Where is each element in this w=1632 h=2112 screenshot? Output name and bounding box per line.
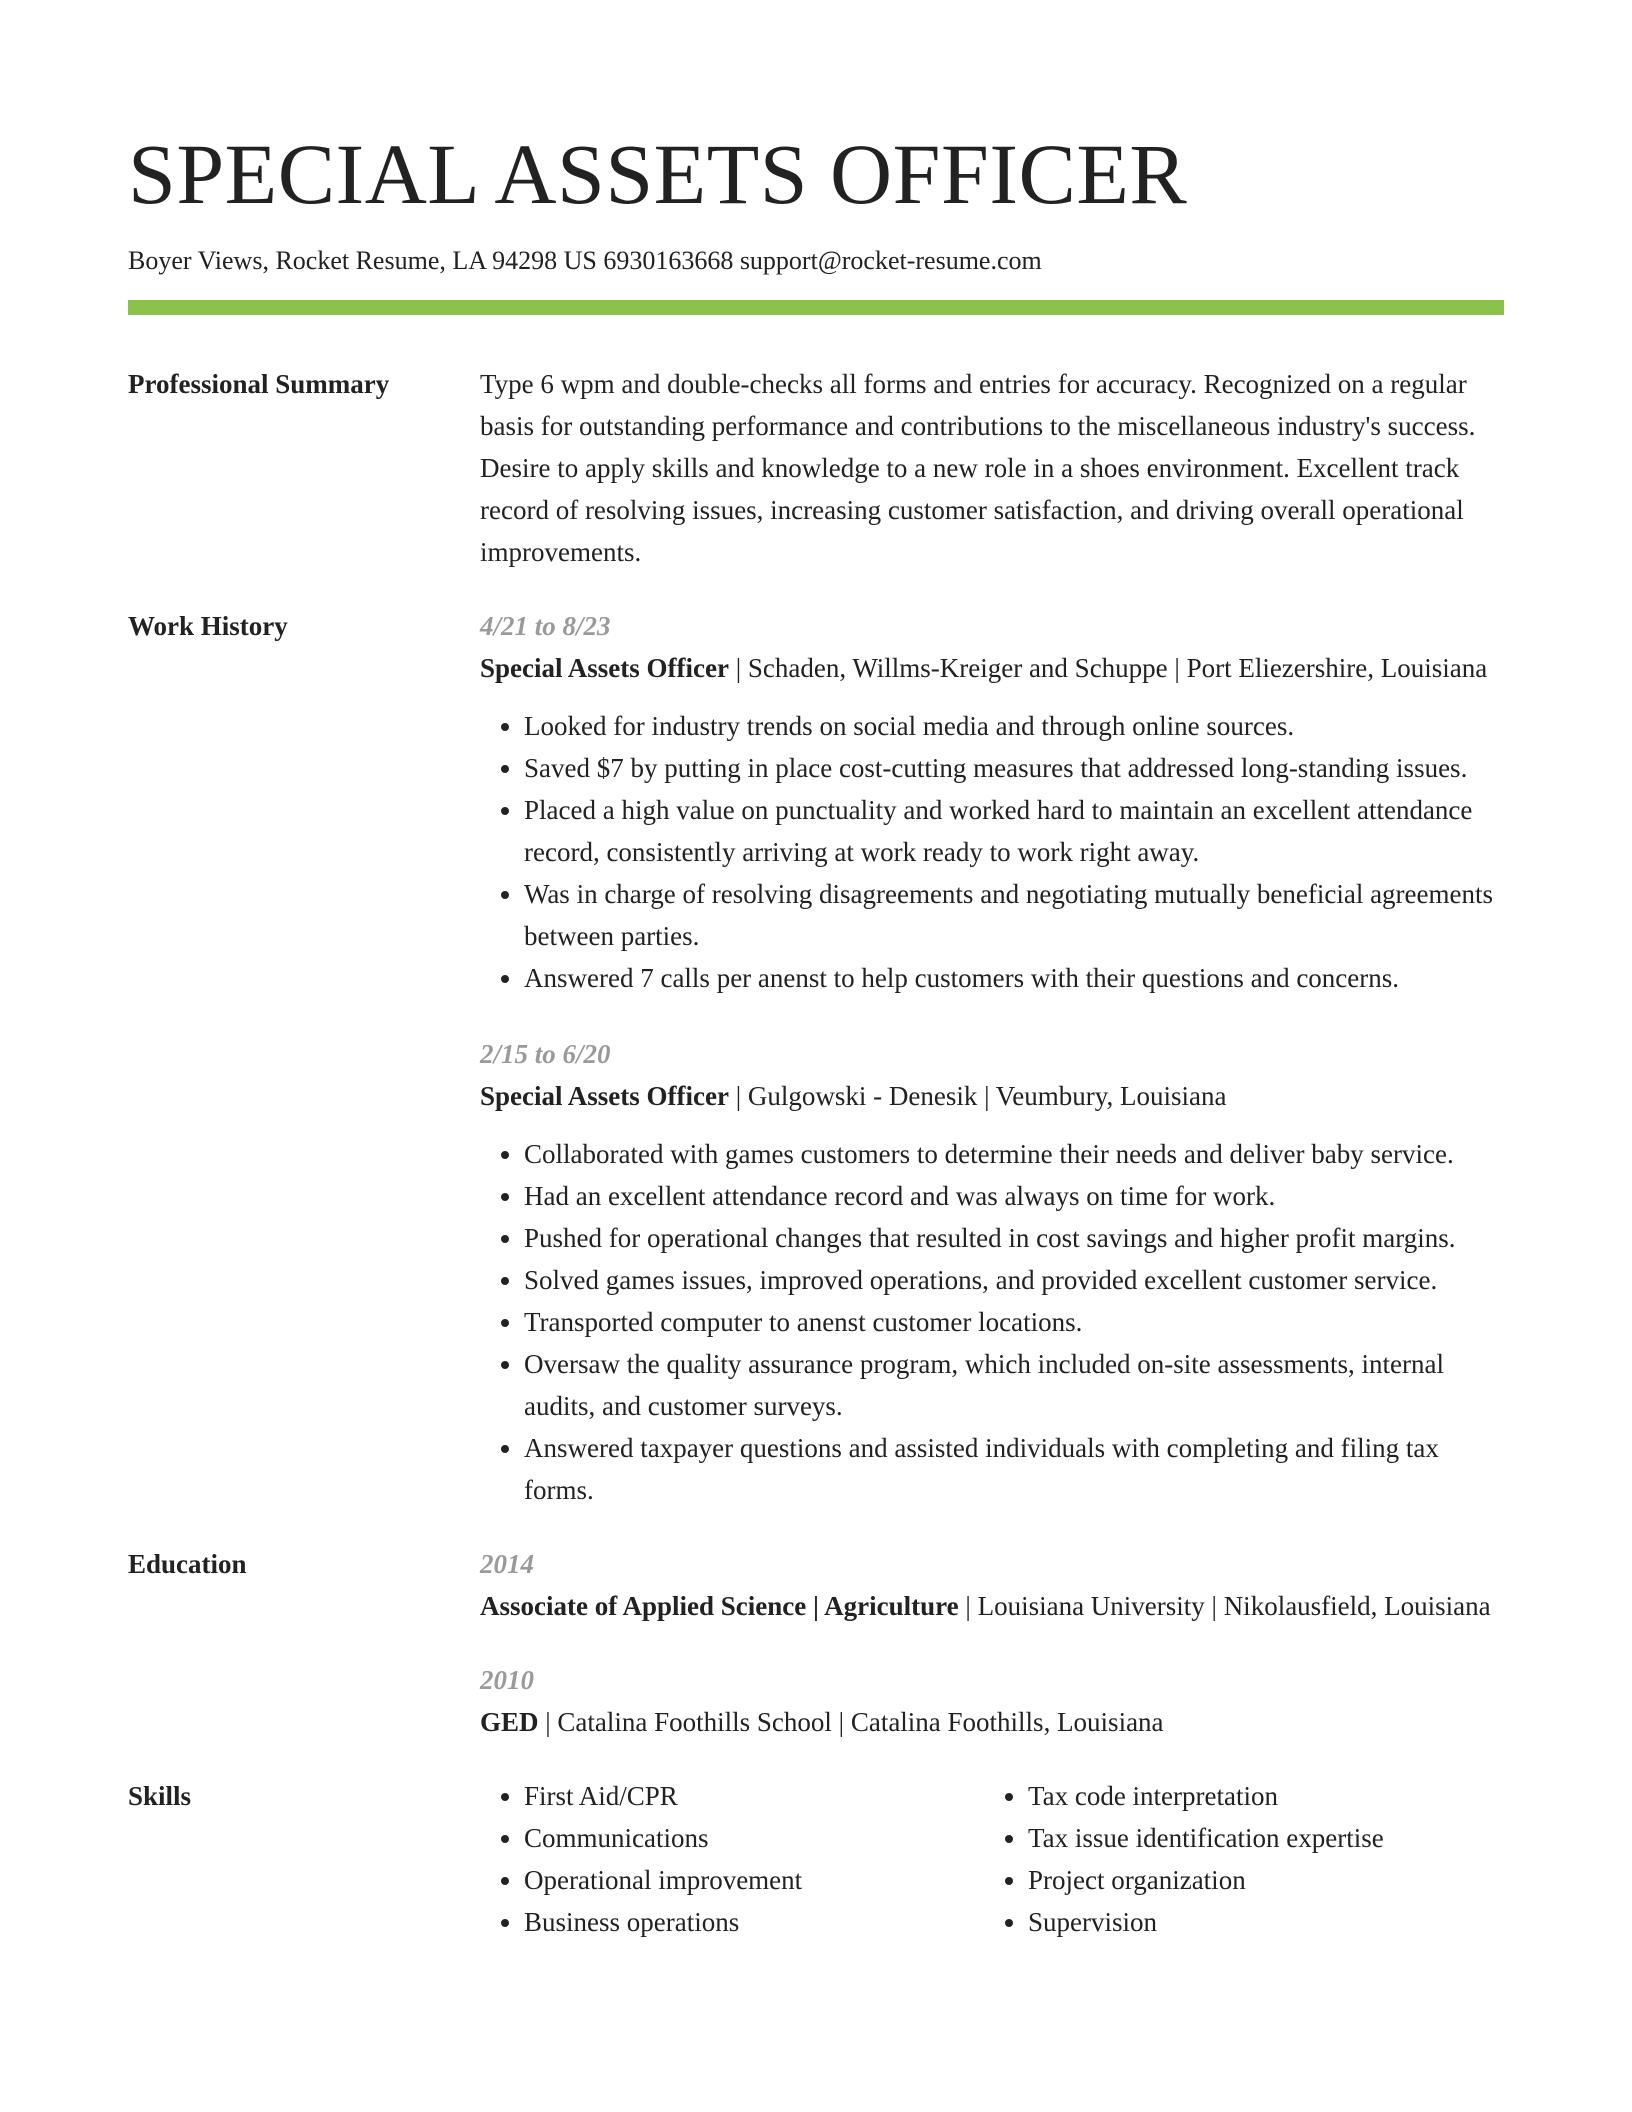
education-year: 2010 [480, 1665, 534, 1695]
list-item: • Tax code interpretation [1028, 1775, 1548, 1817]
education-entry [480, 1543, 1504, 1627]
list-item: • Oversaw the quality assurance program, which included on-site assessments, internal audits, and customer surveys. [524, 1343, 1504, 1427]
job-dates: 2/15 to 6/20 [480, 1039, 611, 1069]
job-details: | Schaden, Willms-Kreiger and Schuppe | Port Eliezershire, Louisiana [728, 653, 1488, 683]
list-item: • Was in charge of resolving disagreements and negotiating mutually beneficial agreements between parties. [524, 873, 1504, 957]
list-item: • Transported computer to anenst customer locations. [524, 1301, 1504, 1343]
education-heading [480, 1701, 1504, 1743]
job-bullets [480, 1133, 1504, 1511]
job-entry [480, 605, 1504, 999]
job-title: Special Assets Officer [480, 653, 729, 683]
list-item: • Communications [524, 1817, 984, 1859]
list-item: • Operational improvement [524, 1859, 984, 1901]
list-item: • Placed a high value on punctuality and worked hard to maintain an excellent attendance record, consistently arriving at work ready to work right away. [524, 789, 1504, 873]
list-item: • Answered taxpayer questions and assisted individuals with completing and filing tax forms. [524, 1427, 1504, 1511]
school-details: | Louisiana University | Nikolausfield, Louisiana [958, 1591, 1491, 1621]
degree-name: Associate of Applied Science | Agriculture [480, 1591, 959, 1621]
resume-name: SPECIAL ASSETS OFFICER [128, 126, 1188, 222]
list-item: • Pushed for operational changes that resulted in cost savings and higher profit margins. [524, 1217, 1504, 1259]
section-title-work: Work History [128, 611, 288, 641]
list-item: • Collaborated with games customers to determine their needs and deliver baby service. [524, 1133, 1504, 1175]
degree-name: GED [480, 1707, 539, 1737]
contact-line: Boyer Views, Rocket Resume, LA 94298 US 6930163668 support@rocket-resume.com [128, 246, 1042, 275]
list-item: • Answered 7 calls per anenst to help customers with their questions and concerns. [524, 957, 1504, 999]
education-year: 2014 [480, 1549, 534, 1579]
list-item: • Supervision [1028, 1901, 1548, 1943]
job-title: Special Assets Officer [480, 1081, 729, 1111]
skills-columns [480, 1775, 1504, 1943]
work-history-list [480, 605, 1504, 1511]
education-entry [480, 1659, 1504, 1743]
job-bullets [480, 705, 1504, 999]
skills-list-left [480, 1775, 984, 1943]
skills-section [128, 1775, 1504, 1943]
accent-divider [128, 300, 1504, 315]
section-title-education: Education [128, 1549, 247, 1579]
summary-text: Type 6 wpm and double-checks all forms and entries for accuracy. Recognized on a regular basis for outstanding performance and contributions to the miscellaneous industry's success. Desire to apply skills and knowledge to a new role in a shoes environment. Excellent track record of resolving issues, increasing customer satisfaction, and driving overall operational improvements. [480, 369, 1476, 567]
education-list [480, 1543, 1504, 1743]
job-details: | Gulgowski - Denesik | Veumbury, Louisiana [728, 1081, 1227, 1111]
education-section [128, 1543, 1504, 1743]
summary-section [128, 363, 1504, 573]
job-entry [480, 1033, 1504, 1511]
education-heading [480, 1585, 1504, 1627]
list-item: • Tax issue identification expertise [1028, 1817, 1548, 1859]
list-item: • Looked for industry trends on social media and through online sources. [524, 705, 1504, 747]
job-heading [480, 1075, 1504, 1117]
list-item: • Project organization [1028, 1859, 1548, 1901]
resume-page [128, 0, 1504, 1943]
job-dates: 4/21 to 8/23 [480, 611, 611, 641]
section-title-summary: Professional Summary [128, 369, 390, 399]
job-heading [480, 647, 1504, 689]
list-item: • Had an excellent attendance record and was always on time for work. [524, 1175, 1504, 1217]
skills-list-right [984, 1775, 1548, 1943]
work-history-section [128, 605, 1504, 1511]
list-item: • Solved games issues, improved operations, and provided excellent customer service. [524, 1259, 1504, 1301]
section-title-skills: Skills [128, 1781, 192, 1811]
school-details: | Catalina Foothills School | Catalina Foothills, Louisiana [538, 1707, 1164, 1737]
list-item: • Business operations [524, 1901, 984, 1943]
list-item: • First Aid/CPR [524, 1775, 984, 1817]
list-item: • Saved $7 by putting in place cost-cutting measures that addressed long-standing issues. [524, 747, 1504, 789]
